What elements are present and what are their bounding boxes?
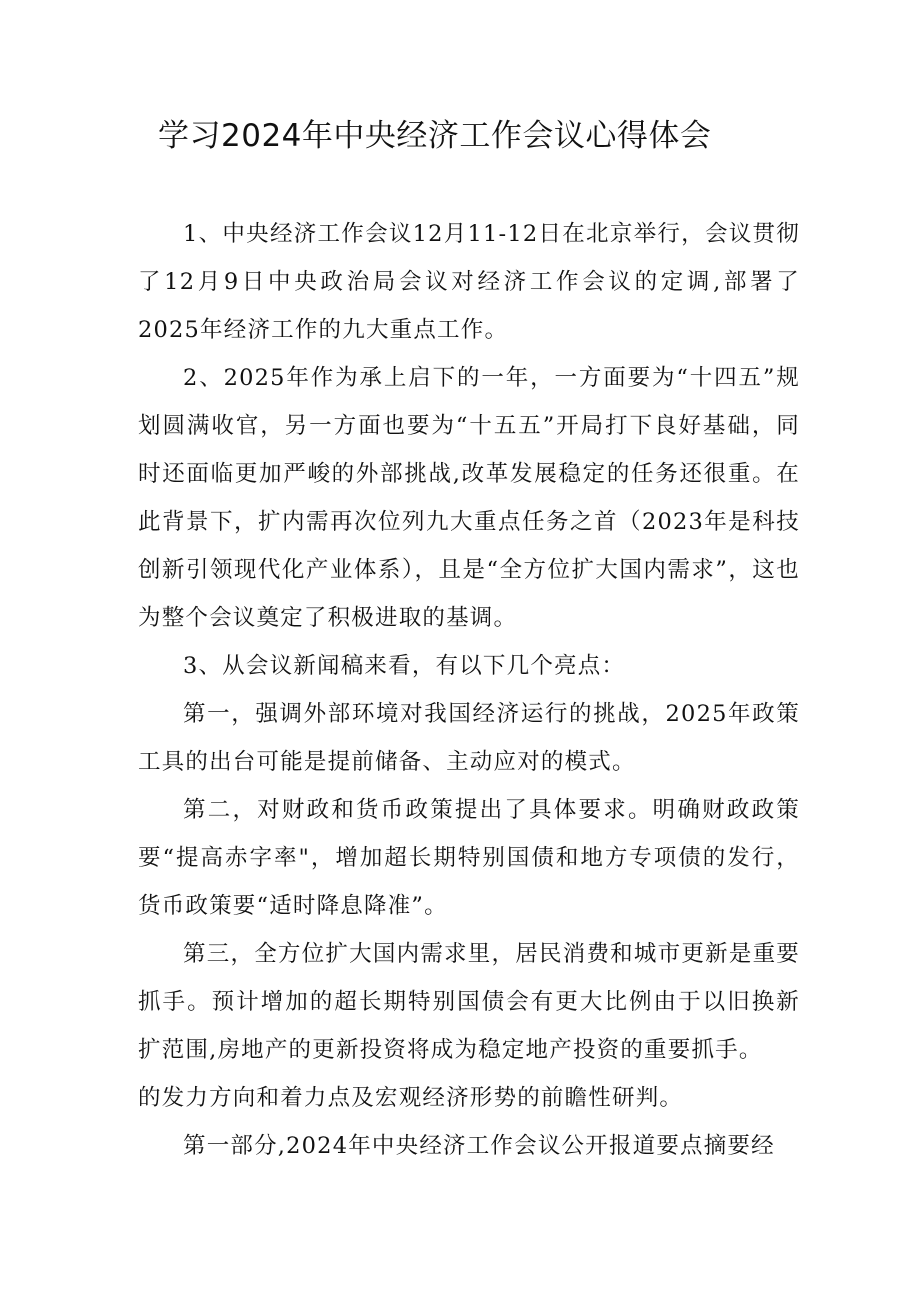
paragraph-8: 第一部分,2024年中央经济工作会议公开报道要点摘要经 [183, 1133, 775, 1159]
paragraph-4: 第一，强调外部环境对我国经济运行的挑战，2025年政策工具的出台可能是提前储备、主动应对的模式。 [138, 701, 800, 775]
paragraph-6: 第三，全方位扩大国内需求里，居民消费和城市更新是重要抓手。预计增加的超长期特别国债会有更大比例由于以旧换新扩范围,房地产的更新投资将成为稳定地产投资的重要抓手。 [138, 941, 800, 1063]
paragraph-2: 2、2025年作为承上启下的一年，一方面要为“十四五”规划圆满收官，另一方面也要为“十五五”开局打下良好基础，同时还面临更加严峻的外部挑战,改革发展稳定的任务还很重。在此背景下，扩内需再次位列九大重点任务之首（2023年是科技创新引领现代化产业体系），且是“全方位扩大国内需求”，这也为整个会议奠定了积极进取的基调。 [138, 365, 800, 631]
document-title: 学习2024年中央经济工作会议心得体会 [158, 118, 712, 154]
paragraph-5: 第二，对财政和货币政策提出了具体要求。明确财政政策要“提高赤字率"，增加超长期特别国债和地方专项债的发行，货币政策要“适时降息降准”。 [138, 797, 800, 919]
paragraph-3: 3、从会议新闻稿来看，有以下几个亮点： [183, 653, 626, 679]
paragraph-1: 1、中央经济工作会议12月11-12日在北京举行，会议贯彻了12月9日中央政治局会议对经济工作会议的定调,部署了2025年经济工作的九大重点工作。 [138, 221, 800, 343]
paragraph-7: 的发力方向和着力点及宏观经济形势的前瞻性研判。 [138, 1085, 684, 1111]
